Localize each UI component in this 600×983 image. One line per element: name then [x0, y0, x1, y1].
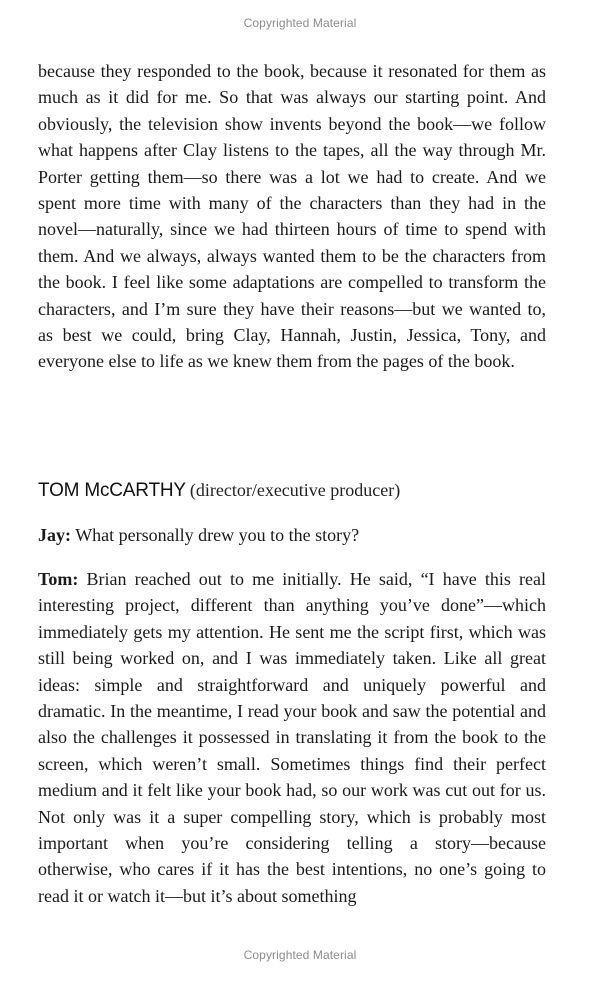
interviewee-name: TOM McCARTHY [38, 480, 186, 501]
question-text: What personally drew you to the story? [75, 525, 360, 545]
speaker-label-jay: Jay: [38, 525, 71, 545]
copyright-watermark-top: Copyrighted Material [243, 16, 357, 30]
answer-text: Brian reached out to me initially. He said, “I have this real interesting project, different than anything you’ve done”—which immediately gets my attention. He sent me the script first, which was still being worked on, and I was immediately taken. Like all great ideas: simple and straightforward and uniquely powerful and dramatic. In the meantime, I read your book and saw the potential and also the challenges it possessed in translating it from the book to the screen, which weren’t small. Sometimes things find their perfect medium and it felt like your book had, so our work was cut out for us. Not only was it a super compelling story, which is probably most important when you’re considering telling a story—because otherwise, who cares if it has the best intentions, no one’s going to read it or watch it—but it’s about something [38, 569, 547, 906]
section-heading [38, 480, 546, 502]
speaker-label-tom: Tom: [38, 569, 79, 589]
answer-paragraph [38, 566, 546, 909]
intro-paragraph: because they responded to the book, because it resonated for them as much as it did for me. So that was always our starting point. And obviously, the television show invents beyond the book—we follow what happens after Clay listens to the tapes, all the way through Mr. Porter getting them—so there was a lot we had to create. And we spent more time with many of the characters than they had in the novel—naturally, since we had thirteen hours of time to spend with them. And we always, always wanted them to be the characters from the book. I feel like some adaptations are compelled to transform the characters, and I’m sure they have their reasons—but we wanted to, as best we could, bring Clay, Hannah, Justin, Jessica, Tony, and everyone else to life as we knew them from the pages of the book. [38, 61, 546, 372]
copyright-watermark-bottom: Copyrighted Material [243, 948, 357, 962]
interviewee-role: (director/executive producer) [189, 480, 401, 500]
question-paragraph [38, 522, 546, 548]
